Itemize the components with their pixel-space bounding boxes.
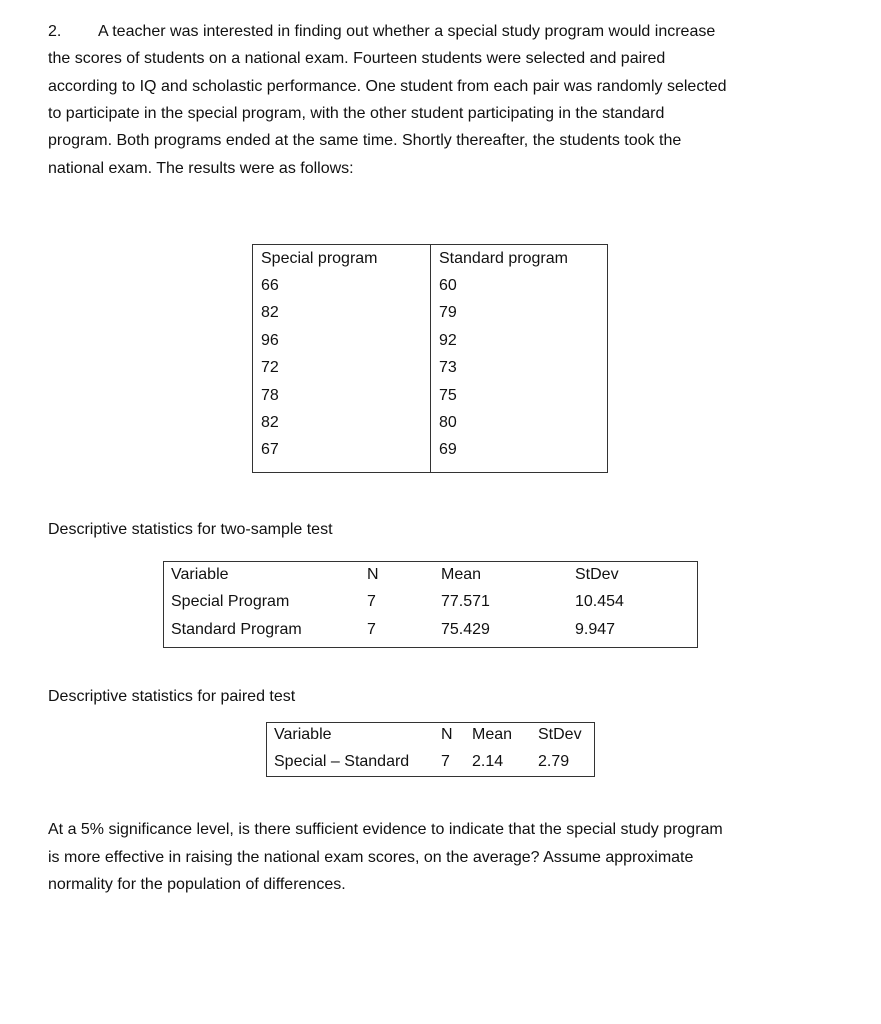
- standard-score-cell: 80: [439, 414, 457, 431]
- header-special: Special program: [261, 250, 378, 267]
- paired-heading: Descriptive statistics for paired test: [48, 688, 296, 705]
- question-line: to participate in the special program, with the other student participating in the standard: [48, 105, 665, 122]
- cell-n: 7: [367, 593, 376, 610]
- prompt-line: is more effective in raising the national exam scores, on the average? Assume approximate: [48, 849, 694, 866]
- special-score-cell: 82: [261, 414, 279, 431]
- special-score-cell: 96: [261, 331, 279, 349]
- cell-mean: 2.14: [472, 753, 504, 770]
- scores-table: [252, 244, 608, 473]
- two-sample-heading: Descriptive statistics for two-sample test: [48, 521, 333, 538]
- header-standard: Standard program: [439, 250, 568, 267]
- standard-score-cell: 79: [439, 304, 457, 322]
- cell-stdev: 10.454: [575, 593, 624, 610]
- cell-stdev: 9.947: [575, 620, 616, 638]
- cell-mean: 75.429: [441, 620, 490, 638]
- prompt-line: At a 5% significance level, is there sufficient evidence to indicate that the special study program: [48, 821, 723, 838]
- special-score-cell: 66: [261, 277, 279, 294]
- special-score-cell: 82: [261, 304, 279, 322]
- header-n: N: [441, 726, 453, 743]
- standard-score-cell: 73: [439, 359, 457, 377]
- question-number: 2.: [48, 23, 62, 40]
- prompt-line: normality for the population of differences.: [48, 876, 346, 893]
- special-score-cell: 78: [261, 386, 279, 404]
- cell-stdev: 2.79: [538, 753, 570, 770]
- header-variable: Variable: [171, 566, 229, 583]
- header-variable: Variable: [274, 726, 332, 743]
- cell-n: 7: [367, 620, 376, 638]
- header-stdev: StDev: [538, 726, 582, 743]
- paired-table: [266, 722, 595, 777]
- standard-score-cell: 75: [439, 386, 457, 404]
- standard-score-cell: 92: [439, 331, 457, 349]
- standard-score-cell: 69: [439, 441, 457, 459]
- header-n: N: [367, 566, 379, 583]
- cell-variable: Special Program: [171, 593, 290, 610]
- question-line: program. Both programs ended at the same time. Shortly thereafter, the students took the: [48, 132, 682, 149]
- question-line: A teacher was interested in finding out whether a special study program would increase: [98, 23, 716, 40]
- special-score-cell: 67: [261, 441, 279, 459]
- column-divider: [430, 245, 431, 472]
- cell-variable: Special – Standard: [274, 753, 410, 770]
- question-line: the scores of students on a national exam. Fourteen students were selected and paired: [48, 50, 666, 67]
- question-line: according to IQ and scholastic performance. One student from each pair was randomly selected: [48, 78, 727, 95]
- question-line: national exam. The results were as follows:: [48, 160, 354, 177]
- cell-n: 7: [441, 753, 450, 770]
- two-sample-table: [163, 561, 698, 648]
- cell-mean: 77.571: [441, 593, 490, 610]
- header-mean: Mean: [441, 566, 482, 583]
- header-mean: Mean: [472, 726, 513, 743]
- standard-score-cell: 60: [439, 277, 457, 294]
- cell-variable: Standard Program: [171, 620, 302, 638]
- header-stdev: StDev: [575, 566, 619, 583]
- special-score-cell: 72: [261, 359, 279, 377]
